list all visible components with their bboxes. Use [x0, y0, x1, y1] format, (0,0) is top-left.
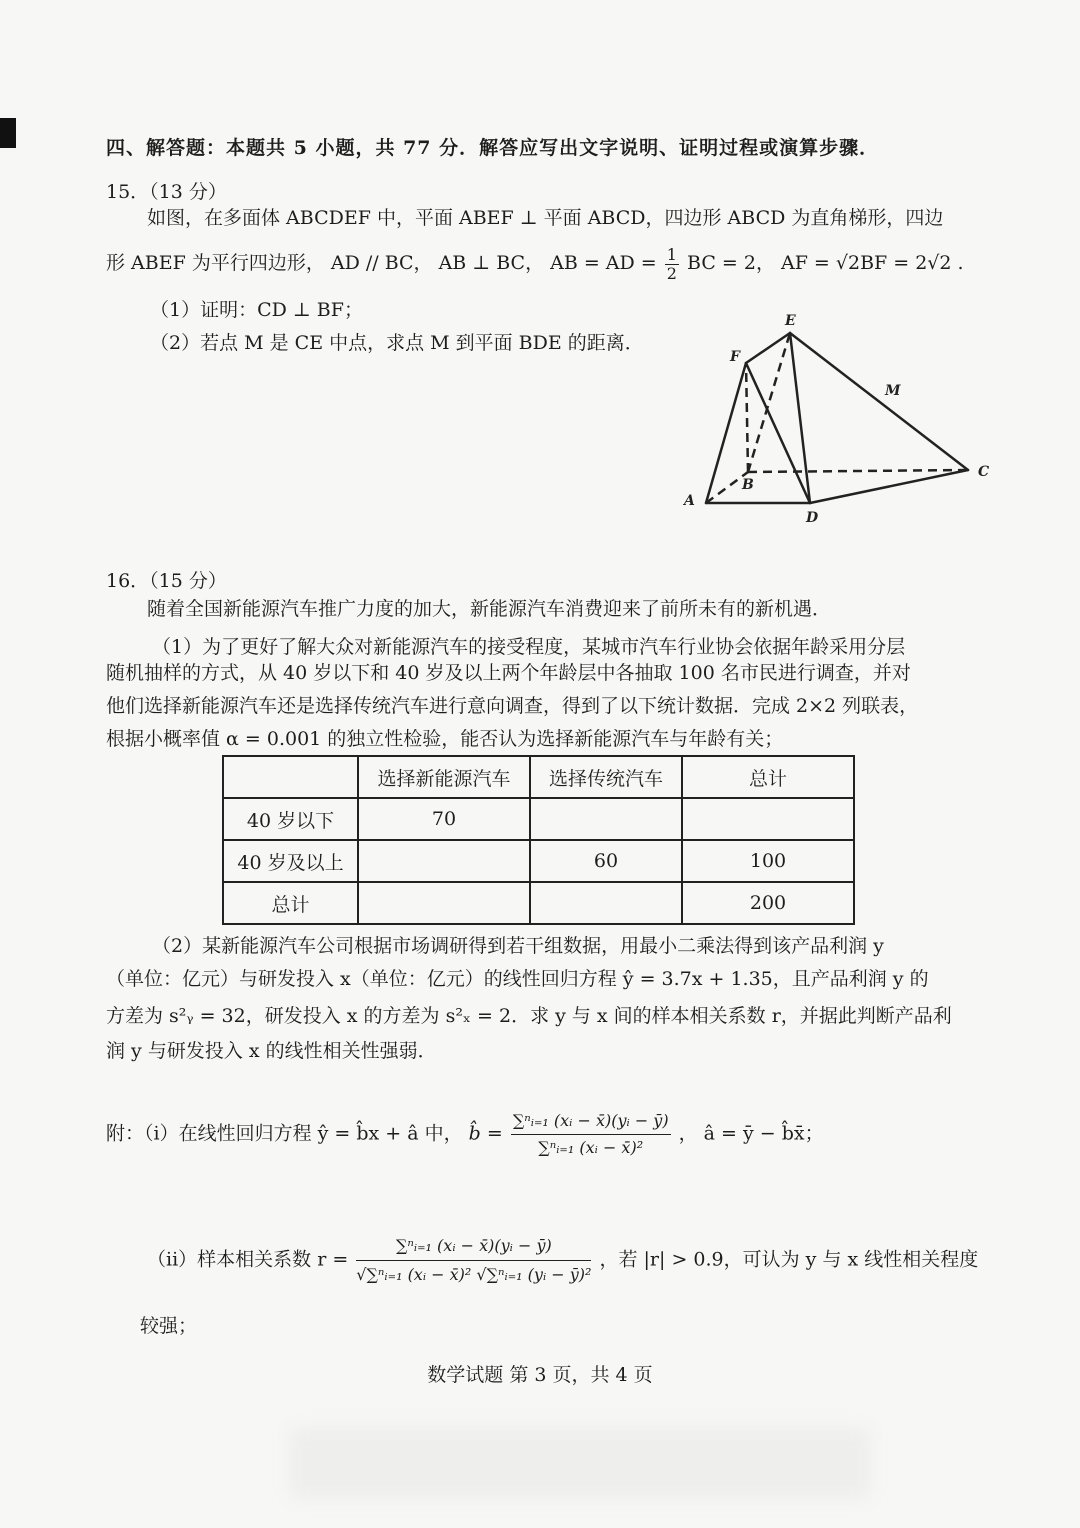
q15-fraction-half — [665, 246, 679, 283]
att-i-prefix: 附：（i）在线性回归方程 ŷ = b̂x + â 中， — [106, 1122, 463, 1145]
scan-smear — [290, 1428, 870, 1498]
table-cell — [358, 840, 530, 882]
q16-p1-line4: 根据小概率值 α = 0.001 的独立性检验，能否认为选择新能源汽车与年龄有关； — [106, 728, 784, 750]
q16-p2-line1: （2）某新能源汽车公司根据市场调研得到若干组数据，用最小二乘法得到该产品利润 y — [152, 935, 884, 957]
table-cell — [530, 882, 682, 924]
table-cell — [682, 798, 854, 840]
q15-frac-den: 2 — [666, 263, 677, 283]
scan-edge-mark — [0, 118, 16, 148]
table-row — [223, 882, 854, 924]
att-ii-fraction — [356, 1232, 591, 1289]
label-A: A — [684, 493, 695, 509]
att-i-fraction — [511, 1108, 671, 1161]
table-cell — [358, 882, 530, 924]
att-i-num: ∑ⁿᵢ₌₁ (xᵢ − x̄)(yᵢ − ȳ) — [511, 1108, 671, 1135]
q15-part2: （2）若点 M 是 CE 中点，求点 M 到平面 BDE 的距离． — [150, 332, 644, 354]
q15-line1: 如图，在多面体 ABCDEF 中，平面 ABEF ⊥ 平面 ABCD，四边形 ABCD 为直角梯形，四边 — [147, 207, 944, 229]
table-row — [223, 798, 854, 840]
table-cell: 70 — [358, 798, 530, 840]
table-header: 选择新能源汽车 — [358, 756, 530, 798]
q15-number: 15．（13 分） — [106, 181, 227, 203]
label-C: C — [978, 464, 990, 480]
q16-p1-line1: （1）为了更好了解大众对新能源汽车的接受程度，某城市汽车行业协会依据年龄采用分层 — [152, 636, 906, 658]
q16-p1-line3: 他们选择新能源汽车还是选择传统汽车进行意向调查，得到了以下统计数据．完成 2×2 列联表， — [106, 695, 919, 717]
label-F: F — [730, 349, 740, 365]
q15-part1: （1）证明：CD ⊥ BF； — [150, 299, 363, 321]
table-header: 总计 — [682, 756, 854, 798]
q16-number: 16．（15 分） — [106, 570, 227, 592]
table-cell: 100 — [682, 840, 854, 882]
att-ii-tail: 较强； — [140, 1315, 198, 1337]
section-header: 四、解答题：本题共 5 小题，共 77 分．解答应写出文字说明、证明过程或演算步骤． — [106, 137, 880, 159]
q16-p2-line4: 润 y 与研发投入 x 的线性相关性强弱． — [106, 1040, 437, 1062]
table-cell: 200 — [682, 882, 854, 924]
label-D: D — [806, 510, 819, 526]
table-header: 选择传统汽车 — [530, 756, 682, 798]
table-cell: 40 岁以下 — [223, 798, 358, 840]
q16-p2-line3: 方差为 s²ᵧ = 32，研发投入 x 的方差为 s²ₓ = 2．求 y 与 x 间的样本相关系数 r，并据此判断产品利 — [106, 1005, 952, 1027]
table-cell: 总计 — [223, 882, 358, 924]
att-ii-num: ∑ⁿᵢ₌₁ (xᵢ − x̄)(yᵢ − ȳ) — [356, 1232, 591, 1261]
attachment-i — [106, 1108, 1080, 1161]
att-ii-suffix: ，若 |r| > 0.9，可认为 y 与 x 线性相关程度 — [599, 1248, 979, 1271]
table-cell: 60 — [530, 840, 682, 882]
q15-line2-a: 形 ABEF 为平行四边形， AD // BC， AB ⊥ BC， AB = AD = — [106, 252, 657, 274]
att-ii-den: √∑ⁿᵢ₌₁ (xᵢ − x̄)² √∑ⁿᵢ₌₁ (yᵢ − ȳ)² — [356, 1265, 592, 1284]
label-B: B — [742, 477, 754, 493]
page-footer: 数学试题 第 3 页，共 4 页 — [427, 1364, 653, 1386]
table-row — [223, 840, 854, 882]
polyhedron-figure — [670, 305, 1000, 535]
attachment-ii — [147, 1232, 1080, 1289]
att-i-suffix: ， â = ȳ − b̂x̄； — [678, 1122, 824, 1145]
table-header-row — [223, 756, 854, 798]
att-i-b: b̂ = — [468, 1122, 503, 1145]
q15-line2 — [106, 242, 1080, 284]
label-M: M — [885, 383, 901, 399]
q16-p2-line2: （单位：亿元）与研发投入 x（单位：亿元）的线性回归方程 ŷ = 3.7x + 1.35，且产品利润 y 的 — [106, 968, 929, 990]
q15-frac-num: 1 — [666, 244, 677, 264]
label-E: E — [785, 313, 796, 329]
table-cell — [530, 798, 682, 840]
q15-line2-b: BC = 2， AF = √2BF = 2√2 . — [687, 252, 964, 274]
table-cell: 40 岁及以上 — [223, 840, 358, 882]
att-ii-prefix: （ii）样本相关系数 r = — [147, 1248, 349, 1271]
q16-p1-line2: 随机抽样的方式，从 40 岁以下和 40 岁及以上两个年龄层中各抽取 100 名市民进行调查，并对 — [106, 662, 911, 684]
q16-intro: 随着全国新能源汽车推广力度的加大，新能源汽车消费迎来了前所未有的新机遇． — [147, 598, 832, 620]
contingency-table — [222, 755, 855, 925]
table-cell — [223, 756, 358, 798]
att-i-den: ∑ⁿᵢ₌₁ (xᵢ − x̄)² — [538, 1138, 644, 1157]
